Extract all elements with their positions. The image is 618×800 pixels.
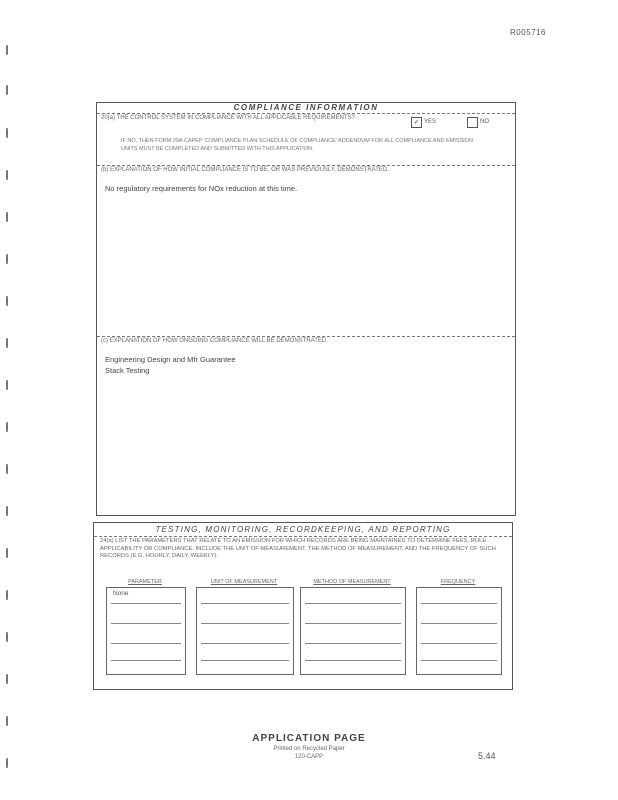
page-number: 5.44 <box>478 751 496 761</box>
column-header-frequency: FREQUENCY <box>440 579 476 585</box>
compliance-section <box>96 102 516 516</box>
no-label: NO <box>480 119 489 125</box>
compliance-question-3: (c) EXPLANATION OF HOW ONGOING COMPLIANCE WILL BE DEMONSTRATED. <box>101 338 328 344</box>
column-header-method: METHOD OF MEASUREMENT <box>313 579 391 585</box>
compliance-answer-3-line-2: Stack Testing <box>105 366 150 375</box>
footer-line-1: Printed on Recycled Paper <box>273 746 345 752</box>
compliance-question-1: 20(a) THE CONTROL SYSTEM IN COMPLIANCE WITH ALL APPLICABLE REQUIREMENTS? <box>101 115 355 121</box>
footer-title: APPLICATION PAGE <box>252 733 366 744</box>
no-checkbox[interactable] <box>467 117 478 128</box>
column-header-parameter: PARAMETER <box>128 579 162 585</box>
frequency-column <box>416 587 502 675</box>
compliance-answer-3-line-1: Engineering Design and Mfr Guarantee <box>105 355 236 364</box>
yes-checkbox[interactable]: ✓ <box>411 117 422 128</box>
divider <box>94 536 512 537</box>
parameter-column <box>106 587 186 675</box>
column-header-unit: UNIT OF MEASUREMENT <box>210 579 278 585</box>
testing-title: TESTING, MONITORING, RECORDKEEPING, AND REPORTING <box>155 525 451 534</box>
method-column <box>300 587 406 675</box>
compliance-note: IF NO, THEN FORM 29A CAPEP 'COMPLIANCE PLAN SCHEDULE OF COMPLIANCE' ADDENDUM FOR ALL COMPLIANCE AND EMISSION UNITS MUST BE COMPLETED AND SUBMITTED WITH THIS APPLICATION. <box>121 138 473 152</box>
footer-line-2: 120-CAPP <box>294 754 324 760</box>
compliance-title: COMPLIANCE INFORMATION <box>97 103 515 114</box>
testing-question: 24(a) LIST THE PARAMETERS THAT RELATE TO AN EMISSION FOR WHICH RECORDS ARE BEING MAINTAINED TO DETERMINE FEES, RULE APPLICABILITY OR COMPLIANCE. INCLUDE THE UNIT OF MEASUREMENT, THE METHOD OF MEASUREMENT, AND THE FREQUENCY OF SUCH RECORDS (E.G. HOURLY, DAILY, WEEKLY). <box>100 538 496 559</box>
yes-label: YES <box>424 119 437 125</box>
testing-section <box>93 522 513 690</box>
document-id: R005716 <box>510 28 546 37</box>
parameter-value: None <box>113 590 129 597</box>
unit-column <box>196 587 294 675</box>
compliance-answer-2: No regulatory requirements for NOx reduction at this time. <box>105 184 298 193</box>
compliance-question-2: (b) EXPLANATION OF HOW INITIAL COMPLIANCE IS TO BE, OR WAS PREVIOUSLY, DEMONSTRATED. <box>101 167 389 173</box>
